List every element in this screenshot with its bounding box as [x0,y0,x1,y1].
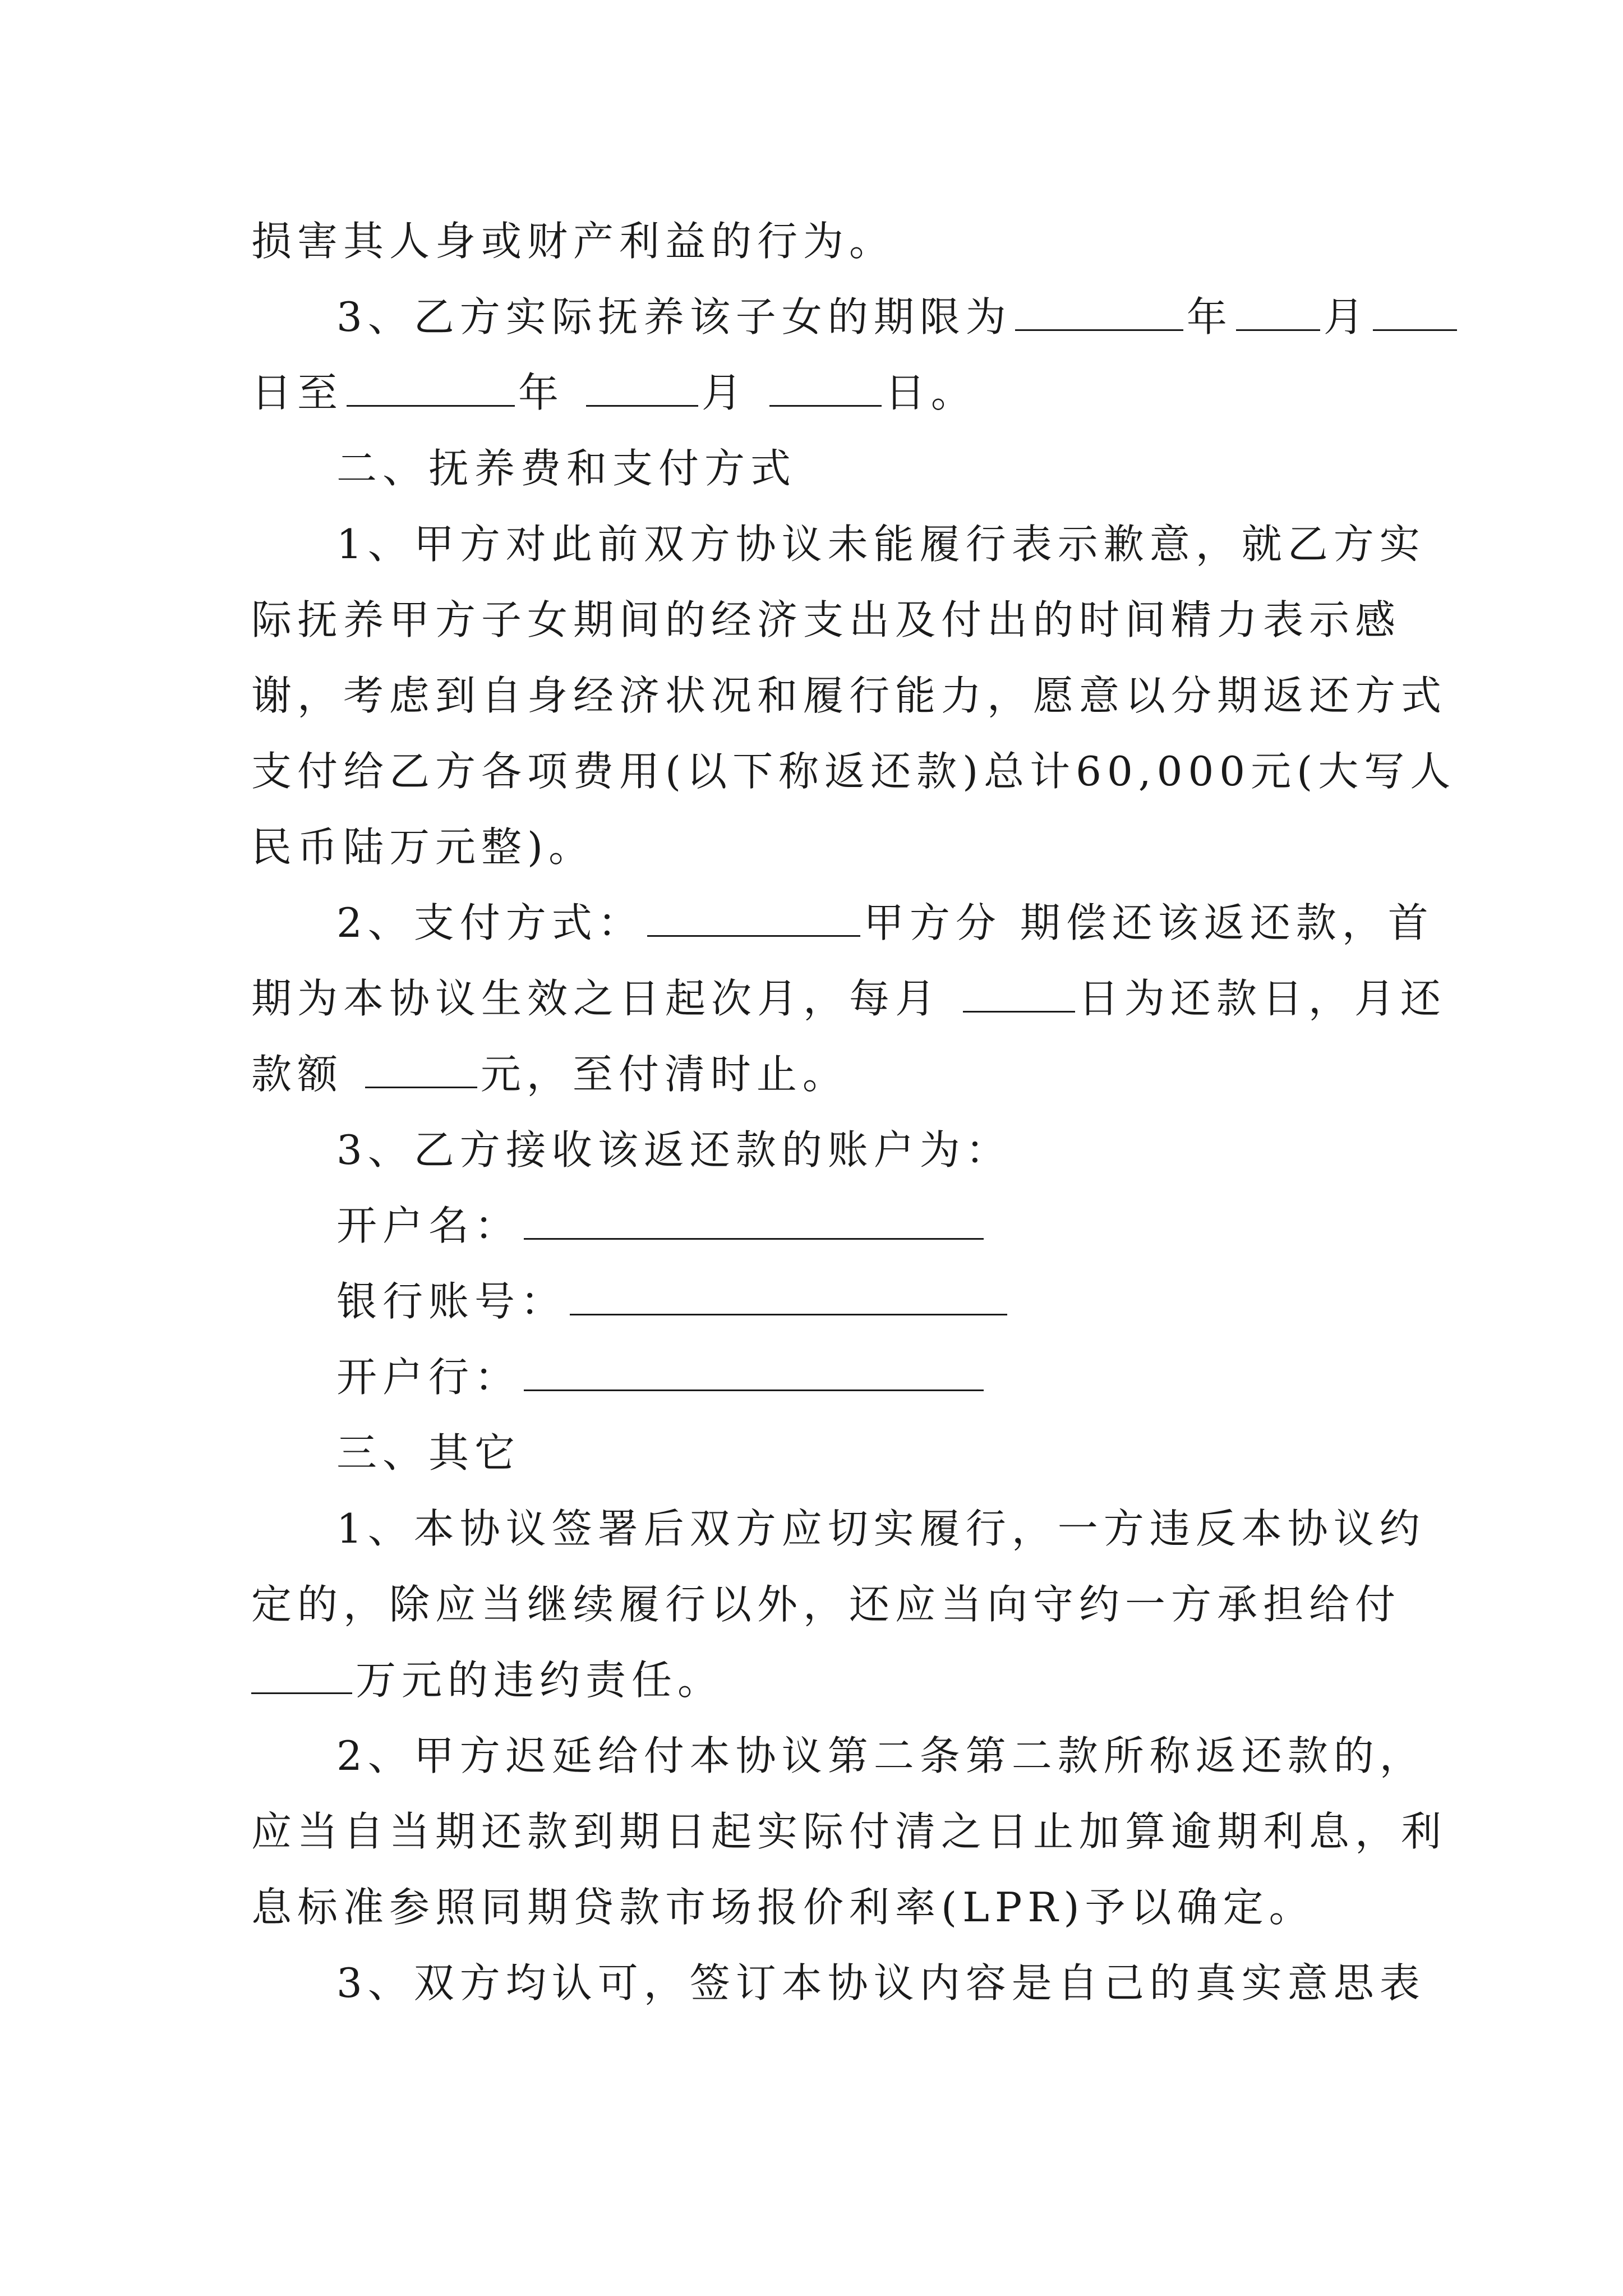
fill-blank [251,1658,352,1694]
fill-blank [769,370,882,407]
text-line: 损害其人身或财产利益的行为。 [251,218,896,265]
text-line: 3、双方均认可，签订本协议内容是自己的真实意思表 [336,1959,1426,2007]
text-line: 期为本协议生效之日起次月，每月 日为还款日，月还 [251,975,1446,1022]
text-line: 3、乙方接收该返还款的账户为： [336,1126,1012,1174]
section-heading: 二、抚养费和支付方式 [336,445,797,492]
text-line: 应当自当期还款到期日起实际付清之日止加算逾期利息，利 [251,1808,1447,1855]
fill-blank [524,1203,984,1240]
text-line: 2、甲方迟延给付本协议第二条第二款所称返还款的， [336,1732,1426,1779]
account-name-line: 开户名： [336,1200,987,1251]
fill-blank [1236,295,1320,331]
fill-blank [347,370,515,407]
fill-blank [1015,295,1183,331]
fill-blank [1373,295,1457,331]
text-line: 际抚养甲方子女期间的经济支出及付出的时间精力表示感 [251,596,1401,643]
text-line: 日至 年 月 日。 [251,369,977,416]
text-line: 支付给乙方各项费用(以下称返还款)总计60,000元(大写人 [251,748,1456,795]
fill-blank [963,976,1075,1013]
bank-account-line: 银行账号： [336,1276,1011,1327]
section-heading: 三、其它 [336,1429,521,1476]
fill-blank [524,1355,984,1391]
text-line: 定的，除应当继续履行以外，还应当向守约一方承担给付 [251,1581,1401,1628]
text-line: 民币陆万元整)。 [251,823,595,871]
text-line: 息标准参照同期贷款市场报价利率(LPR)予以确定。 [251,1884,1315,1931]
text-line: 1、本协议签署后双方应切实履行，一方违反本协议约 [336,1505,1426,1552]
fill-blank [586,370,698,407]
fill-blank [647,900,860,937]
fill-blank [365,1052,477,1088]
text-line: 2、支付方式： 甲方分 期偿还该返还款，首 [336,899,1434,946]
fill-blank [570,1279,1007,1315]
text-line: 款额 元，至付清时止。 [251,1051,849,1098]
text-line: 1、甲方对此前双方协议未能履行表示歉意，就乙方实 [336,521,1426,568]
text-line: 3、乙方实际抚养该子女的期限为 年 月 [336,292,1460,342]
bank-branch-line: 开户行： [336,1352,987,1402]
text-line: 谢，考虑到自身经济状况和履行能力，愿意以分期返还方式 [251,672,1447,719]
text-line: 万元的违约责任。 [251,1655,723,1705]
